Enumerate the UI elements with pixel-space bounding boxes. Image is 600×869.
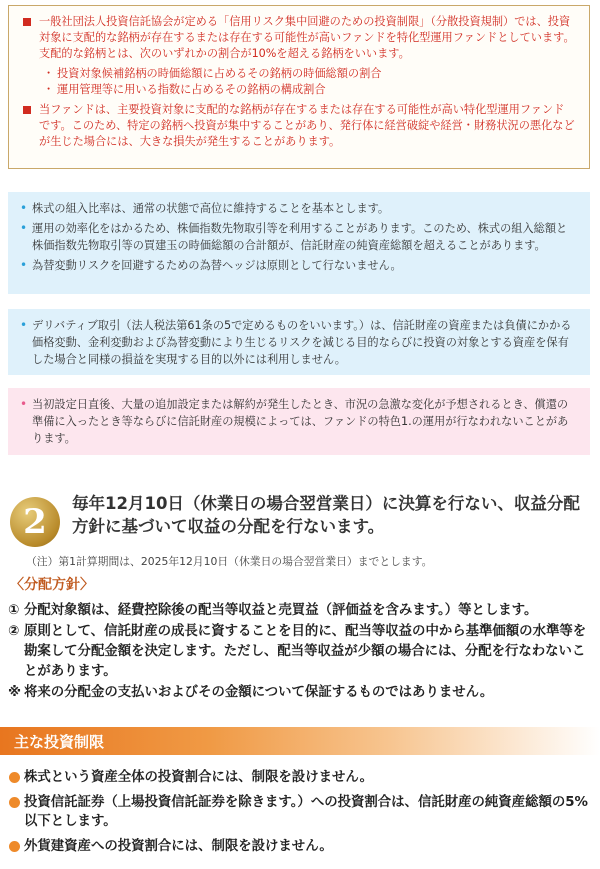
list-item: • デリバティブ取引（法人税法第61条の5で定めるものをいいます。）は、信託財産の資産または負債にかかる価格変動、金利変動および為替変動により生じるリスクを減じる目的ならびに投資の対象とする資産を保有した場合と同様の損益を実現する目的以外には利用しません。 [20, 318, 572, 366]
notice-text: 一般社団法人投資信託協会が定める「信用リスク集中回避のための投資制限」（分散投資規制）では、投資対象に支配的な銘柄が存在するまたは存在する可能性が高いファンドを特化型運用ファンドとしています。支配的な銘柄とは、次のいずれかの割合が10%を超える銘柄をいいます。 [39, 15, 575, 60]
derivatives-policy-box [8, 309, 590, 375]
investment-limits-title: 主な投資制限 [14, 733, 105, 751]
list-item: 投資信託証券（上場投資信託証券を除きます。）への投資割合は、信託財産の純資産総額の5%以下とします。 [8, 793, 592, 831]
list-item: 外貨建資産への投資割合には、制限を設けません。 [8, 837, 592, 856]
investment-policy-box [8, 192, 590, 294]
caution-box [8, 388, 590, 455]
list-item: • 為替変動リスクを回避するための為替ヘッジは原則として行ないません。 [20, 258, 402, 272]
bullet-dot-icon: • [20, 221, 28, 235]
concentration-risk-notice [8, 5, 590, 169]
notice-item [23, 102, 575, 150]
list-item: • 株式の組入比率は、通常の状態で高位に維持することを基本とします。 [20, 201, 390, 215]
orange-bullet-icon [9, 772, 20, 783]
distribution-policy-list [8, 601, 592, 704]
distribution-policy-title: 〈分配方針〉 [10, 577, 94, 593]
first-period-note: （注）第1計算期間は、2025年12月10日（休業日の場合翌営業日）までとします。 [26, 555, 433, 568]
notice-subitem: ・ 投資対象候補銘柄の時価総額に占めるその銘柄の時価総額の割合 [43, 67, 382, 80]
policy-item: ② 原則として、信託財産の成長に資することを目的に、配当等収益の中から基準価額の水準等を勘案して分配金額を決定します。ただし、配当等収益が少額の場合には、分配を行なわないことがあります。 [8, 624, 587, 679]
orange-bullet-icon [9, 841, 20, 852]
list-item: • 当初設定日直後、大量の追加設定または解約が発生したとき、市況の急激な変化が予想されるとき、償還の準備に入ったとき等ならびに信託財産の規模によっては、ファンドの特色1.の運用が行なわれないことがあります。 [20, 397, 569, 445]
policy-item: ① 分配対象額は、経費控除後の配当等収益と売買益（評価益を含みます。）等とします。 [8, 603, 538, 618]
bullet-dot-icon: • [20, 258, 28, 272]
notice-item [23, 14, 575, 62]
bullet-dot-icon: • [20, 397, 28, 411]
section-heading: 毎年12月10日（休業日の場合翌営業日）に決算を行ない、収益分配方針に基づいて収益の分配を行ないます。 [72, 494, 580, 536]
notice-subitem: ・ 運用管理等に用いる指数に占めるその銘柄の構成割合 [43, 83, 326, 96]
investment-limits-header [0, 727, 600, 755]
red-square-marker [23, 18, 31, 26]
list-item: • 運用の効率化をはかるため、株価指数先物取引等を利用することがあります。このため、株式の組入総額と株価指数先物取引等の買建玉の時価総額の合計額が、信託財産の純資産総額を超えることがあります。 [20, 221, 568, 252]
bullet-dot-icon: • [20, 318, 28, 332]
policy-item: ※ 将来の分配金の支払いおよびその金額について保証するものではありません。 [8, 685, 494, 700]
orange-bullet-icon [9, 797, 20, 808]
bullet-dot-icon: • [20, 201, 28, 215]
investment-limits-list [8, 768, 592, 862]
notice-text: 当ファンドは、主要投資対象に支配的な銘柄が存在するまたは存在する可能性が高い特化型運用ファンドです。このため、特定の銘柄へ投資が集中することがあり、発行体に経営破綻や経営・財務状況の悪化などが生じた場合には、大きな損失が発生することがあります。 [39, 103, 575, 148]
section-number-badge: 2 [10, 497, 60, 547]
red-square-marker [23, 106, 31, 114]
list-item: 株式という資産全体の投資割合には、制限を設けません。 [8, 768, 592, 787]
